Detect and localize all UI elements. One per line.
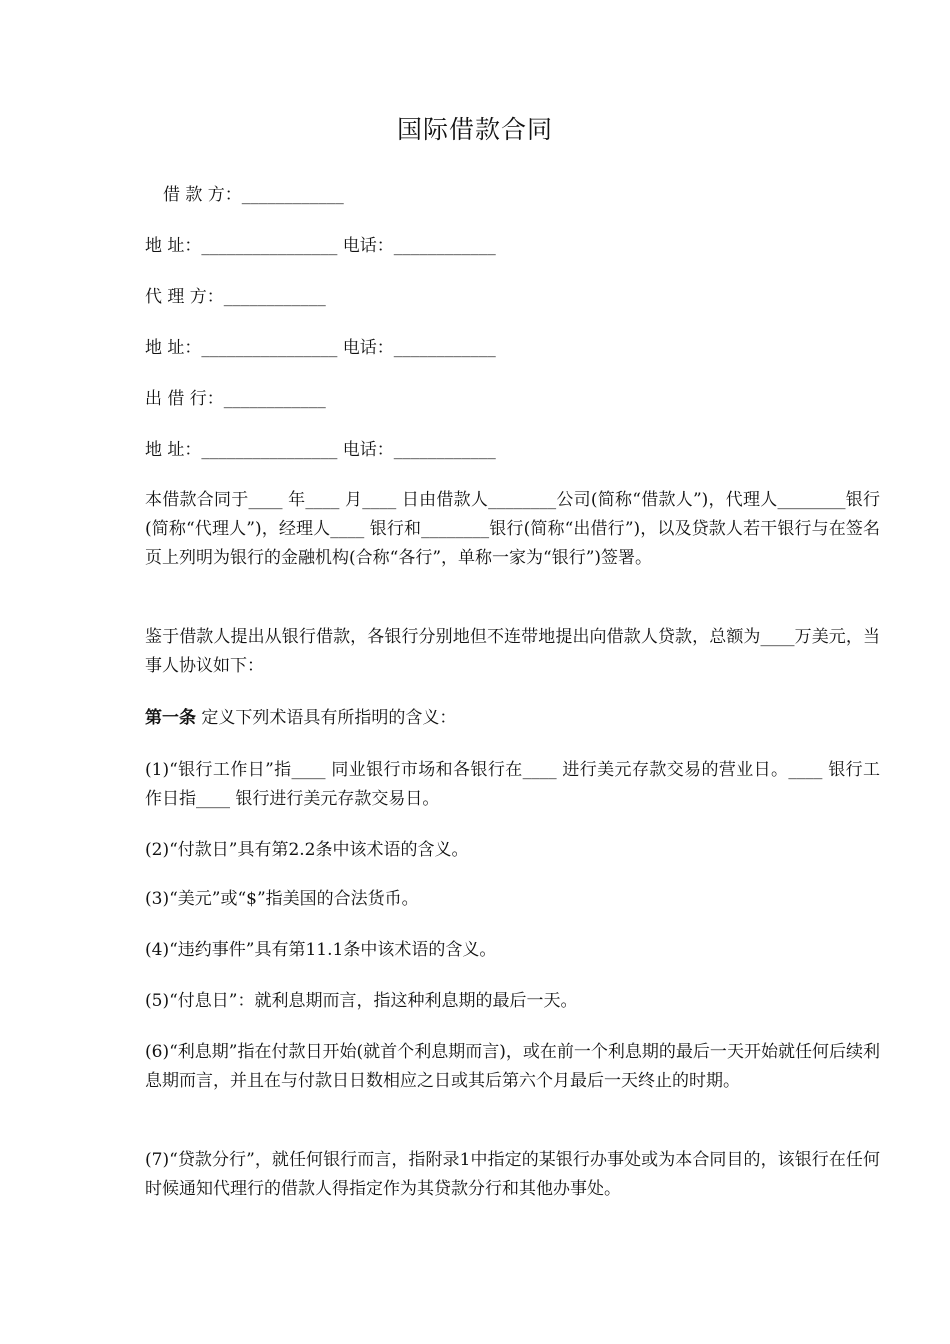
definition-item: (1)“银行工作日”指____ 同业银行市场和各银行在____ 进行美元存款交易的营业日。____ 银行工作日指____ 银行进行美元存款交易日。 [145,760,880,809]
borrower-address-line: 地 址：________________ 电话：____________ [145,236,496,256]
definition-item: (6)“利息期”指在付款日开始(就首个利息期而言)，或在前一个利息期的最后一天开始就任何后续利息期而言，并且在与付款日日数相应之日或其后第六个月最后一天终止的时期。 [145,1042,880,1091]
article-1-paragraph [145,704,880,733]
definition-item: (5)“付息日”：就利息期而言，指这种利息期的最后一天。 [145,991,578,1011]
article-1-heading: 第一条 [145,708,196,728]
definition-item: (3)“美元”或“$”指美国的合法货币。 [145,889,419,909]
lender-line: 出 借 行：____________ [145,389,326,409]
agent-address-line: 地 址：________________ 电话：____________ [145,338,496,358]
lender-address-line: 地 址：________________ 电话：____________ [145,440,496,460]
agent-line: 代 理 方：____________ [145,287,326,307]
article-1-text: 定义下列术语具有所指明的含义： [196,708,457,728]
borrower-line: 借 款 方：____________ [163,185,344,205]
preamble-paragraph: 本借款合同于____ 年____ 月____ 日由借款人________公司(简称“借款人”)，代理人________银行(简称“代理人”)，经理人____ 银行和________银行(简称“出借行”)，以及贷款人若干银行与在签名页上列明为银行的金融机构(合称“各行”，单称一家为“银行”)签署。 [145,490,880,568]
document-title: 国际借款合同 [396,115,553,144]
definition-item: (7)“贷款分行”，就任何银行而言，指附录1中指定的某银行办事处或为本合同目的，该银行在任何时候通知代理行的借款人得指定作为其贷款分行和其他办事处。 [145,1150,880,1199]
definition-item: (2)“付款日”具有第2.2条中该术语的含义。 [145,840,469,860]
definition-item: (4)“违约事件”具有第11.1条中该术语的含义。 [145,940,497,960]
recital-paragraph: 鉴于借款人提出从银行借款，各银行分别地但不连带地提出向借款人贷款，总额为____万美元，当事人协议如下： [145,627,880,676]
